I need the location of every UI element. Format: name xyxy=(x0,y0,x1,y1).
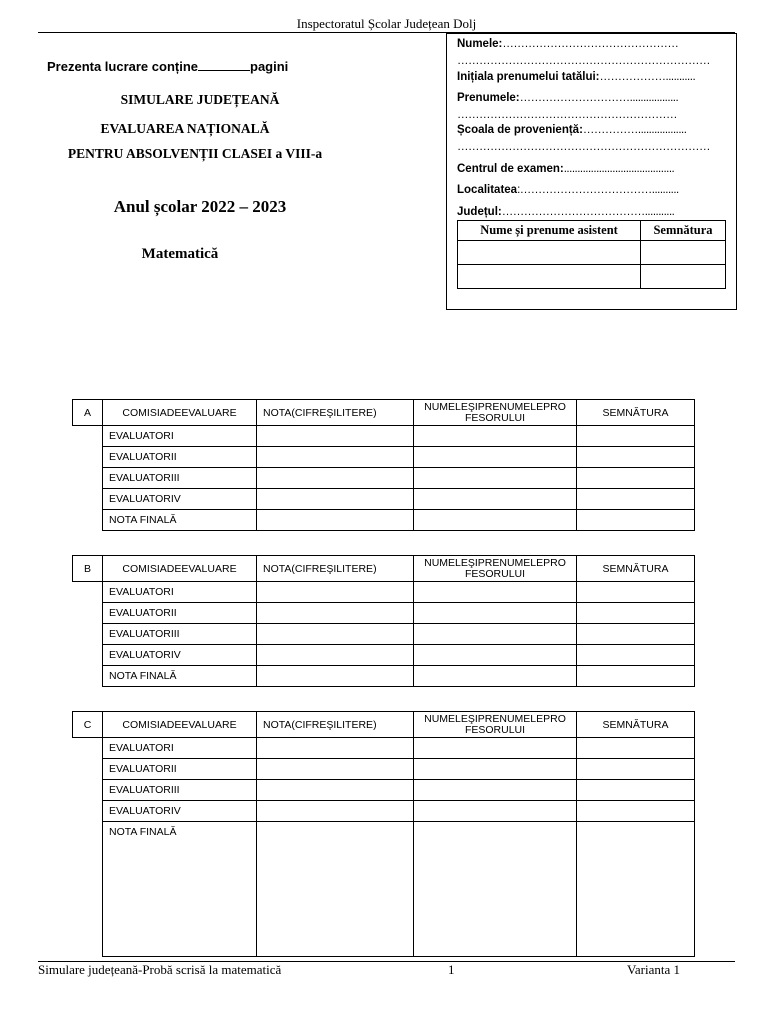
judetul-label: Județul: xyxy=(457,206,502,218)
header-nota: NOTA(CIFREŞILITERE) xyxy=(257,556,414,582)
assist-name-cell[interactable] xyxy=(458,241,641,265)
nota-finala-label: NOTA FINALĂ xyxy=(103,510,257,531)
assistant-table xyxy=(457,220,726,289)
title-absolventi: PENTRU ABSOLVENȚII CLASEI a VIII-a xyxy=(67,146,323,161)
semnatura-cell[interactable] xyxy=(577,666,695,687)
prenume-field-line2[interactable] xyxy=(457,108,727,122)
semnatura-cell[interactable] xyxy=(577,759,695,780)
nume-cell[interactable] xyxy=(414,666,577,687)
scoala-field-line2[interactable] xyxy=(457,140,727,154)
pages-blank-field[interactable] xyxy=(198,59,250,71)
header-semnatura: SEMNĂTURA xyxy=(577,712,695,738)
judetul-field[interactable] xyxy=(457,205,727,219)
prenume-label: Prenumele: xyxy=(457,92,520,104)
header-comisia: COMISIADEEVALUARE xyxy=(103,712,257,738)
evaluator-label: EVALUATORIV xyxy=(103,645,257,666)
evaluator-label: EVALUATORI xyxy=(103,426,257,447)
header-semnatura: SEMNĂTURA xyxy=(577,400,695,426)
footer-exam-name: Simulare județeană-Probă scrisă la matematică xyxy=(38,962,282,977)
nume-cell[interactable] xyxy=(414,510,577,531)
header-title: Inspectoratul Școlar Județean Dolj xyxy=(296,16,477,31)
semnatura-cell[interactable] xyxy=(577,426,695,447)
prenume-dots: ………………………….................. xyxy=(519,92,679,104)
numele-field[interactable] xyxy=(457,37,727,51)
header-nume-line1: NUMELEŞIPRENUMELEPRO xyxy=(424,400,566,413)
nota-cell[interactable] xyxy=(257,582,414,603)
assist-header-signature: Semnătura xyxy=(641,221,726,241)
initiala-label: Inițiala prenumelui tatălui: xyxy=(457,71,600,83)
nota-cell[interactable] xyxy=(257,738,414,759)
nume-cell[interactable] xyxy=(414,603,577,624)
nota-cell[interactable] xyxy=(257,510,414,531)
pages-suffix: pagini xyxy=(250,59,289,74)
nume-cell[interactable] xyxy=(414,645,577,666)
header-nume xyxy=(414,712,577,738)
nume-cell[interactable] xyxy=(414,822,577,957)
nota-cell[interactable] xyxy=(257,603,414,624)
nume-cell[interactable] xyxy=(414,624,577,645)
evaluator-label: EVALUATORIV xyxy=(103,801,257,822)
prenume-field[interactable] xyxy=(457,91,727,105)
initiala-field[interactable] xyxy=(457,70,727,84)
eval-table-letter: A xyxy=(73,400,103,426)
semnatura-cell[interactable] xyxy=(577,468,695,489)
nota-cell[interactable] xyxy=(257,645,414,666)
evaluator-label: EVALUATORIII xyxy=(103,468,257,489)
footer-variant: Varianta 1 xyxy=(626,962,680,977)
localitatea-field[interactable] xyxy=(457,183,727,197)
scoala-dots-line2: …………………………………………………………… xyxy=(457,141,710,153)
semnatura-cell[interactable] xyxy=(577,624,695,645)
nota-cell[interactable] xyxy=(257,468,414,489)
eval-table-letter: C xyxy=(73,712,103,738)
title-evaluarea: EVALUAREA NAȚIONALĂ xyxy=(100,121,270,136)
header-nota: NOTA(CIFREŞILITERE) xyxy=(257,712,414,738)
evaluator-label: EVALUATORII xyxy=(103,603,257,624)
evaluator-label: EVALUATORIV xyxy=(103,489,257,510)
semnatura-cell[interactable] xyxy=(577,801,695,822)
evaluator-label: EVALUATORIII xyxy=(103,624,257,645)
nota-cell[interactable] xyxy=(257,624,414,645)
semnatura-cell[interactable] xyxy=(577,582,695,603)
header-semnatura: SEMNĂTURA xyxy=(577,556,695,582)
header-nume-line1: NUMELEŞIPRENUMELEPRO xyxy=(424,712,566,725)
eval-table-a xyxy=(72,399,695,531)
eval-table-letter: B xyxy=(73,556,103,582)
nota-cell[interactable] xyxy=(257,822,414,957)
nume-cell[interactable] xyxy=(414,759,577,780)
title-subject: Matematică xyxy=(141,246,219,262)
nota-cell[interactable] xyxy=(257,780,414,801)
judetul-dots: …………………………………........... xyxy=(501,206,675,218)
nume-cell[interactable] xyxy=(414,468,577,489)
semnatura-cell[interactable] xyxy=(577,645,695,666)
nota-cell[interactable] xyxy=(257,666,414,687)
numele-dots-line2: …………………………………………………………… xyxy=(457,55,710,67)
prenume-dots-line2: …………………………………………………… xyxy=(457,109,677,121)
evaluator-label: EVALUATORII xyxy=(103,447,257,468)
semnatura-cell[interactable] xyxy=(577,738,695,759)
eval-table-b xyxy=(72,555,695,687)
pages-prefix: Prezenta lucrare conține xyxy=(47,59,198,74)
nume-cell[interactable] xyxy=(414,447,577,468)
evaluator-label: EVALUATORII xyxy=(103,759,257,780)
nota-finala-label: NOTA FINALĂ xyxy=(103,822,257,957)
evaluator-label: EVALUATORIII xyxy=(103,780,257,801)
centru-dots: ......................................... xyxy=(563,163,675,175)
nota-cell[interactable] xyxy=(257,801,414,822)
assist-header-name: Nume și prenume asistent xyxy=(458,221,641,241)
scoala-field[interactable] xyxy=(457,123,727,137)
numele-dots: ………………………………………… xyxy=(502,38,679,50)
scoala-dots: …………….................. xyxy=(582,124,687,136)
localitatea-dots: :……………………………….......... xyxy=(517,184,679,196)
initiala-dots: ………………........... xyxy=(599,71,696,83)
header-nume xyxy=(414,556,577,582)
nume-cell[interactable] xyxy=(414,426,577,447)
nume-cell[interactable] xyxy=(414,489,577,510)
assist-signature-cell[interactable] xyxy=(641,241,726,265)
evaluator-label: EVALUATORI xyxy=(103,738,257,759)
header-comisia: COMISIADEEVALUARE xyxy=(103,400,257,426)
semnatura-cell[interactable] xyxy=(577,489,695,510)
nota-cell[interactable] xyxy=(257,426,414,447)
header-nume-line1: NUMELEŞIPRENUMELEPRO xyxy=(424,556,566,569)
pages-count-line xyxy=(47,59,288,74)
centru-label: Centrul de examen: xyxy=(457,163,564,175)
header-nota: NOTA(CIFREŞILITERE) xyxy=(257,400,414,426)
semnatura-cell[interactable] xyxy=(577,603,695,624)
header-nume-line2: FESORULUI xyxy=(464,567,526,580)
header-nume xyxy=(414,400,577,426)
localitatea-label: Localitatea xyxy=(457,184,518,196)
nume-cell[interactable] xyxy=(414,582,577,603)
header-nume-line2: FESORULUI xyxy=(464,411,526,424)
assist-signature-cell[interactable] xyxy=(641,265,726,289)
page-header xyxy=(38,16,735,33)
semnatura-cell[interactable] xyxy=(577,822,695,957)
nume-cell[interactable] xyxy=(414,801,577,822)
numele-field-line2[interactable] xyxy=(457,54,727,68)
assist-name-cell[interactable] xyxy=(458,265,641,289)
nota-cell[interactable] xyxy=(257,759,414,780)
nota-cell[interactable] xyxy=(257,447,414,468)
candidate-info-box xyxy=(446,33,737,310)
nota-cell[interactable] xyxy=(257,489,414,510)
scoala-label: Școala de proveniență: xyxy=(457,124,583,136)
semnatura-cell[interactable] xyxy=(577,510,695,531)
numele-label: Numele: xyxy=(457,38,503,50)
nume-cell[interactable] xyxy=(414,780,577,801)
header-comisia: COMISIADEEVALUARE xyxy=(103,556,257,582)
footer-page-number: 1 xyxy=(448,962,455,977)
nota-finala-label: NOTA FINALĂ xyxy=(103,666,257,687)
title-school-year: Anul școlar 2022 – 2023 xyxy=(113,197,287,216)
evaluator-label: EVALUATORI xyxy=(103,582,257,603)
eval-table-c xyxy=(72,711,695,957)
semnatura-cell[interactable] xyxy=(577,447,695,468)
header-nume-line2: FESORULUI xyxy=(464,723,526,736)
semnatura-cell[interactable] xyxy=(577,780,695,801)
page-footer xyxy=(38,961,735,976)
title-simulare: SIMULARE JUDEȚEANĂ xyxy=(120,92,280,107)
centru-field[interactable] xyxy=(457,162,727,176)
nume-cell[interactable] xyxy=(414,738,577,759)
